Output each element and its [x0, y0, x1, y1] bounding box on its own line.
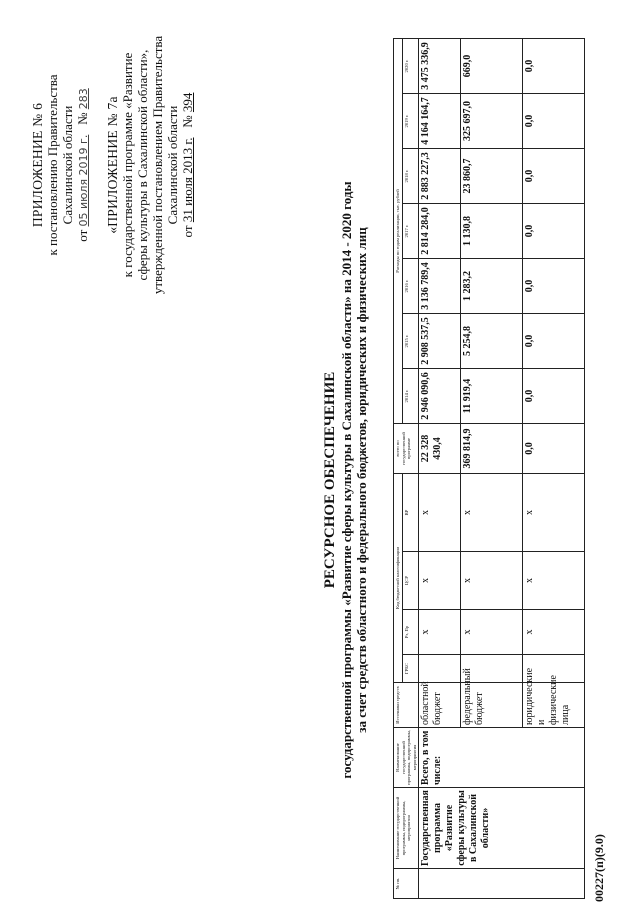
- header-budget-code: Код бюджетной классификации: [394, 474, 403, 683]
- header-year: 2018 г.: [402, 149, 419, 204]
- cell-executor: Всего, в том числе:: [419, 728, 585, 788]
- quoted-line-3: утвержденной постановлением Правительства: [150, 35, 165, 295]
- header-num: № пп.: [394, 869, 419, 899]
- cell-csr: x: [461, 552, 523, 610]
- cell-year-value: 0,0: [523, 204, 585, 259]
- header-year: 2015 г.: [402, 314, 419, 369]
- header-year: 2020 г.: [402, 39, 419, 94]
- header-line-2: Сахалинской области: [60, 105, 75, 225]
- cell-year-value: 4 164 164,7: [419, 94, 461, 149]
- cell-source: юридические и физические лица: [523, 683, 585, 728]
- header-year: 2019 г.: [402, 94, 419, 149]
- cell-source: федеральный бюджет: [461, 683, 523, 728]
- header-year: 2017 г.: [402, 204, 419, 259]
- cell-year-value: 2 814 284,0: [419, 204, 461, 259]
- table-row: [419, 39, 461, 899]
- quoted-number: 394: [180, 92, 195, 113]
- cell-year-value: 2 908 537,5: [419, 314, 461, 369]
- cell-total: 0,0: [523, 424, 585, 474]
- document-titles: [322, 85, 369, 875]
- handwritten-date: 05 июля 2019 г.: [77, 134, 90, 227]
- header-expenses: Расходы по годам реализации, тыс. рублей: [394, 39, 403, 424]
- header-rzpr: Рз, Пр: [402, 610, 419, 655]
- cell-year-value: 11 919,4: [461, 369, 523, 424]
- header-name: Наименование государственной программы, подпрограммы, мероприятия: [394, 788, 419, 869]
- cell-num: [419, 869, 585, 899]
- quoted-date-line: от 31 июля 2013 г. № 394: [180, 92, 195, 238]
- header-grbs: ГРБС: [402, 655, 419, 683]
- cell-csr: x: [419, 552, 461, 610]
- header-source: Источники средств: [394, 683, 419, 728]
- cell-year-value: 3 136 789,4: [419, 259, 461, 314]
- header-vr: ВР: [402, 474, 419, 552]
- cell-year-value: 0,0: [523, 314, 585, 369]
- cell-vr: x: [461, 474, 523, 552]
- cell-year-value: 3 475 336,9: [419, 39, 461, 94]
- cell-vr: x: [523, 474, 585, 552]
- header-date-line: от 05 июля 2019 г. № 283: [75, 88, 90, 242]
- cell-year-value: 0,0: [523, 369, 585, 424]
- title-main: РЕСУРСНОЕ ОБЕСПЕЧЕНИЕ: [322, 371, 338, 589]
- resource-table: [393, 38, 585, 899]
- cell-source: областной бюджет: [419, 683, 461, 728]
- cell-year-value: 0,0: [523, 149, 585, 204]
- cell-year-value: 2 883 227,3: [419, 149, 461, 204]
- cell-grbs: [419, 655, 461, 683]
- cell-year-value: 325 697,0: [461, 94, 523, 149]
- quoted-line-4: Сахалинской области: [165, 105, 180, 225]
- cell-rzpr: x: [419, 610, 461, 655]
- cell-vr: x: [419, 474, 461, 552]
- quoted-line-1: к государственной программе «Развитие: [120, 52, 135, 278]
- cell-year-value: 669,0: [461, 39, 523, 94]
- title-sub-2: за счет средств областного и федерального бюджетов, юридических и физических лиц: [354, 227, 369, 733]
- cell-rzpr: x: [523, 610, 585, 655]
- handwritten-number: 283: [77, 88, 90, 110]
- cell-program-name: Государственная программа «Развитие сферы культуры в Сахалинской области»: [419, 788, 585, 869]
- appendix-title: ПРИЛОЖЕНИЕ № 6: [30, 102, 45, 228]
- cell-year-value: 0,0: [523, 259, 585, 314]
- quoted-appendix-title: «ПРИЛОЖЕНИЕ № 7а: [105, 96, 120, 234]
- cell-year-value: 0,0: [523, 94, 585, 149]
- appendix-header: [30, 0, 195, 330]
- quoted-date: 31 июля 2013 г.: [180, 137, 195, 223]
- cell-csr: x: [523, 552, 585, 610]
- header-executor: Наименование государственной программы, подпрограммы, мероприятия: [394, 728, 419, 788]
- quoted-line-2: сферы культуры в Сахалинской области»,: [135, 49, 150, 281]
- header-line-1: к постановлению Правительства: [45, 74, 60, 256]
- cell-total: 22 328 430,4: [419, 424, 461, 474]
- cell-year-value: 1 130,8: [461, 204, 523, 259]
- header-total: всего по государственной программе: [394, 424, 419, 474]
- header-year: 2016 г.: [402, 259, 419, 314]
- footer-code: 00227(п)(9.0): [592, 834, 606, 902]
- cell-year-value: 5 254,8: [461, 314, 523, 369]
- header-year: 2014 г.: [402, 369, 419, 424]
- cell-year-value: 2 946 090,6: [419, 369, 461, 424]
- title-sub-1: государственной программы «Развитие сферы культуры в Сахалинской области» на 2014 - 2020 годы: [339, 181, 354, 779]
- cell-year-value: 0,0: [523, 39, 585, 94]
- cell-rzpr: x: [461, 610, 523, 655]
- header-csr: ЦСР: [402, 552, 419, 610]
- cell-year-value: 23 860,7: [461, 149, 523, 204]
- cell-year-value: 1 283,2: [461, 259, 523, 314]
- cell-total: 369 814,9: [461, 424, 523, 474]
